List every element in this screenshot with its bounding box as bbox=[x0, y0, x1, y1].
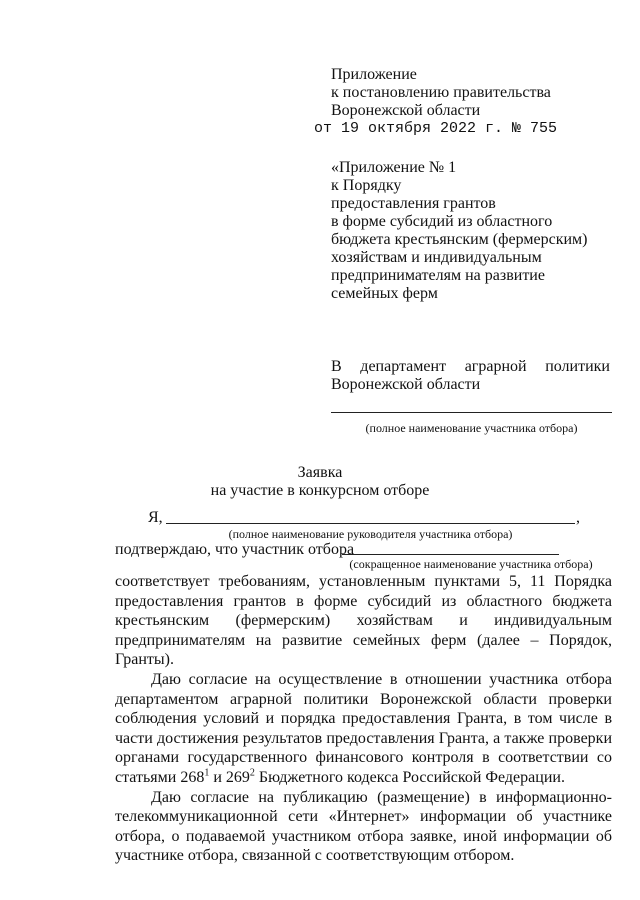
appendix-1-line: в форме субсидий из областного bbox=[331, 213, 553, 230]
participant-name-caption: (полное наименование участника отбора) bbox=[365, 421, 578, 435]
appendix-1-line: «Приложение № 1 bbox=[331, 159, 457, 176]
appendix-1-line: предоставления грантов bbox=[331, 195, 496, 212]
short-name-caption: (сокращенное наименование участника отбора) bbox=[349, 557, 593, 571]
ya-end-comma: , bbox=[576, 509, 580, 526]
p1-line: крестьянским (фермерским) хозяйствам и индивидуальным bbox=[115, 612, 612, 630]
p1-last-line: предпринимателям на развитие семейных ферм (далее – Порядок, Гранты). bbox=[115, 631, 612, 669]
addressee-line2: Воронежской области bbox=[331, 376, 481, 393]
document-subtitle: на участие в конкурсном отборе bbox=[210, 482, 430, 499]
addressee-word: В bbox=[331, 358, 342, 375]
p2-text: Даю согласие на осуществление в отношении участника отбора департаментом аграрной политики Воронежской области проверки соблюдения условий и порядка предоставления Гранта, в том числе в части достижения результатов предоставления Гранта, а также проверки органами государственного финансового контроля в соответствии со статьями 268 bbox=[115, 670, 612, 786]
appendix-header-line2: к постановлению правительства bbox=[331, 84, 551, 101]
p1-line: предоставления грантов в форме субсидий из областного бюджета bbox=[115, 592, 612, 610]
participant-name-field[interactable] bbox=[331, 412, 612, 413]
appendix-1-line: бюджета крестьянским (фермерским) bbox=[331, 231, 588, 248]
ya-label: Я, bbox=[148, 509, 163, 526]
p2-sup2: 2 bbox=[249, 767, 255, 779]
head-name-caption: (полное наименование руководителя участника отбора) bbox=[228, 527, 513, 541]
consent-paragraph-publication: Даю согласие на публикацию (размещение) в информационно-телекоммуникационной сети «Интернет» информации об участнике отбора, о подаваемой участником отбора заявке, иной информации об участнике отбора, связанной с соответствующим отбором. bbox=[115, 788, 612, 865]
confirm-label: подтверждаю, что участник отбора bbox=[115, 541, 355, 558]
appendix-1-line: хозяйствам и индивидуальным bbox=[331, 249, 542, 266]
appendix-header-line1: Приложение bbox=[331, 66, 417, 83]
date-number-stamp: от 19 октября 2022 г. № 755 bbox=[314, 120, 558, 137]
appendix-1-line: предпринимателям на развитие bbox=[331, 267, 545, 284]
addressee-word: департамент bbox=[360, 358, 447, 375]
addressee-word: политики bbox=[545, 358, 610, 375]
p2-sup1: 1 bbox=[204, 767, 210, 779]
p2-mid: и 269 bbox=[209, 768, 250, 786]
p1-line: соответствует требованиям, установленным пунктами 5, 11 Порядка bbox=[115, 573, 612, 590]
p2-end: Бюджетного кодекса Российской Федерации. bbox=[254, 768, 565, 786]
appendix-1-line: семейных ферм bbox=[331, 285, 438, 302]
addressee-line1 bbox=[331, 358, 610, 376]
body-text bbox=[115, 572, 612, 866]
appendix-header-line3: Воронежской области bbox=[331, 102, 481, 119]
short-name-field[interactable] bbox=[342, 554, 559, 555]
document-title: Заявка bbox=[297, 464, 343, 481]
consent-paragraph-verification bbox=[115, 670, 612, 788]
addressee-word: аграрной bbox=[464, 358, 527, 375]
head-name-field[interactable] bbox=[166, 523, 575, 524]
appendix-1-block bbox=[331, 159, 621, 303]
appendix-header bbox=[331, 66, 611, 120]
appendix-1-line: к Порядку bbox=[331, 177, 402, 194]
